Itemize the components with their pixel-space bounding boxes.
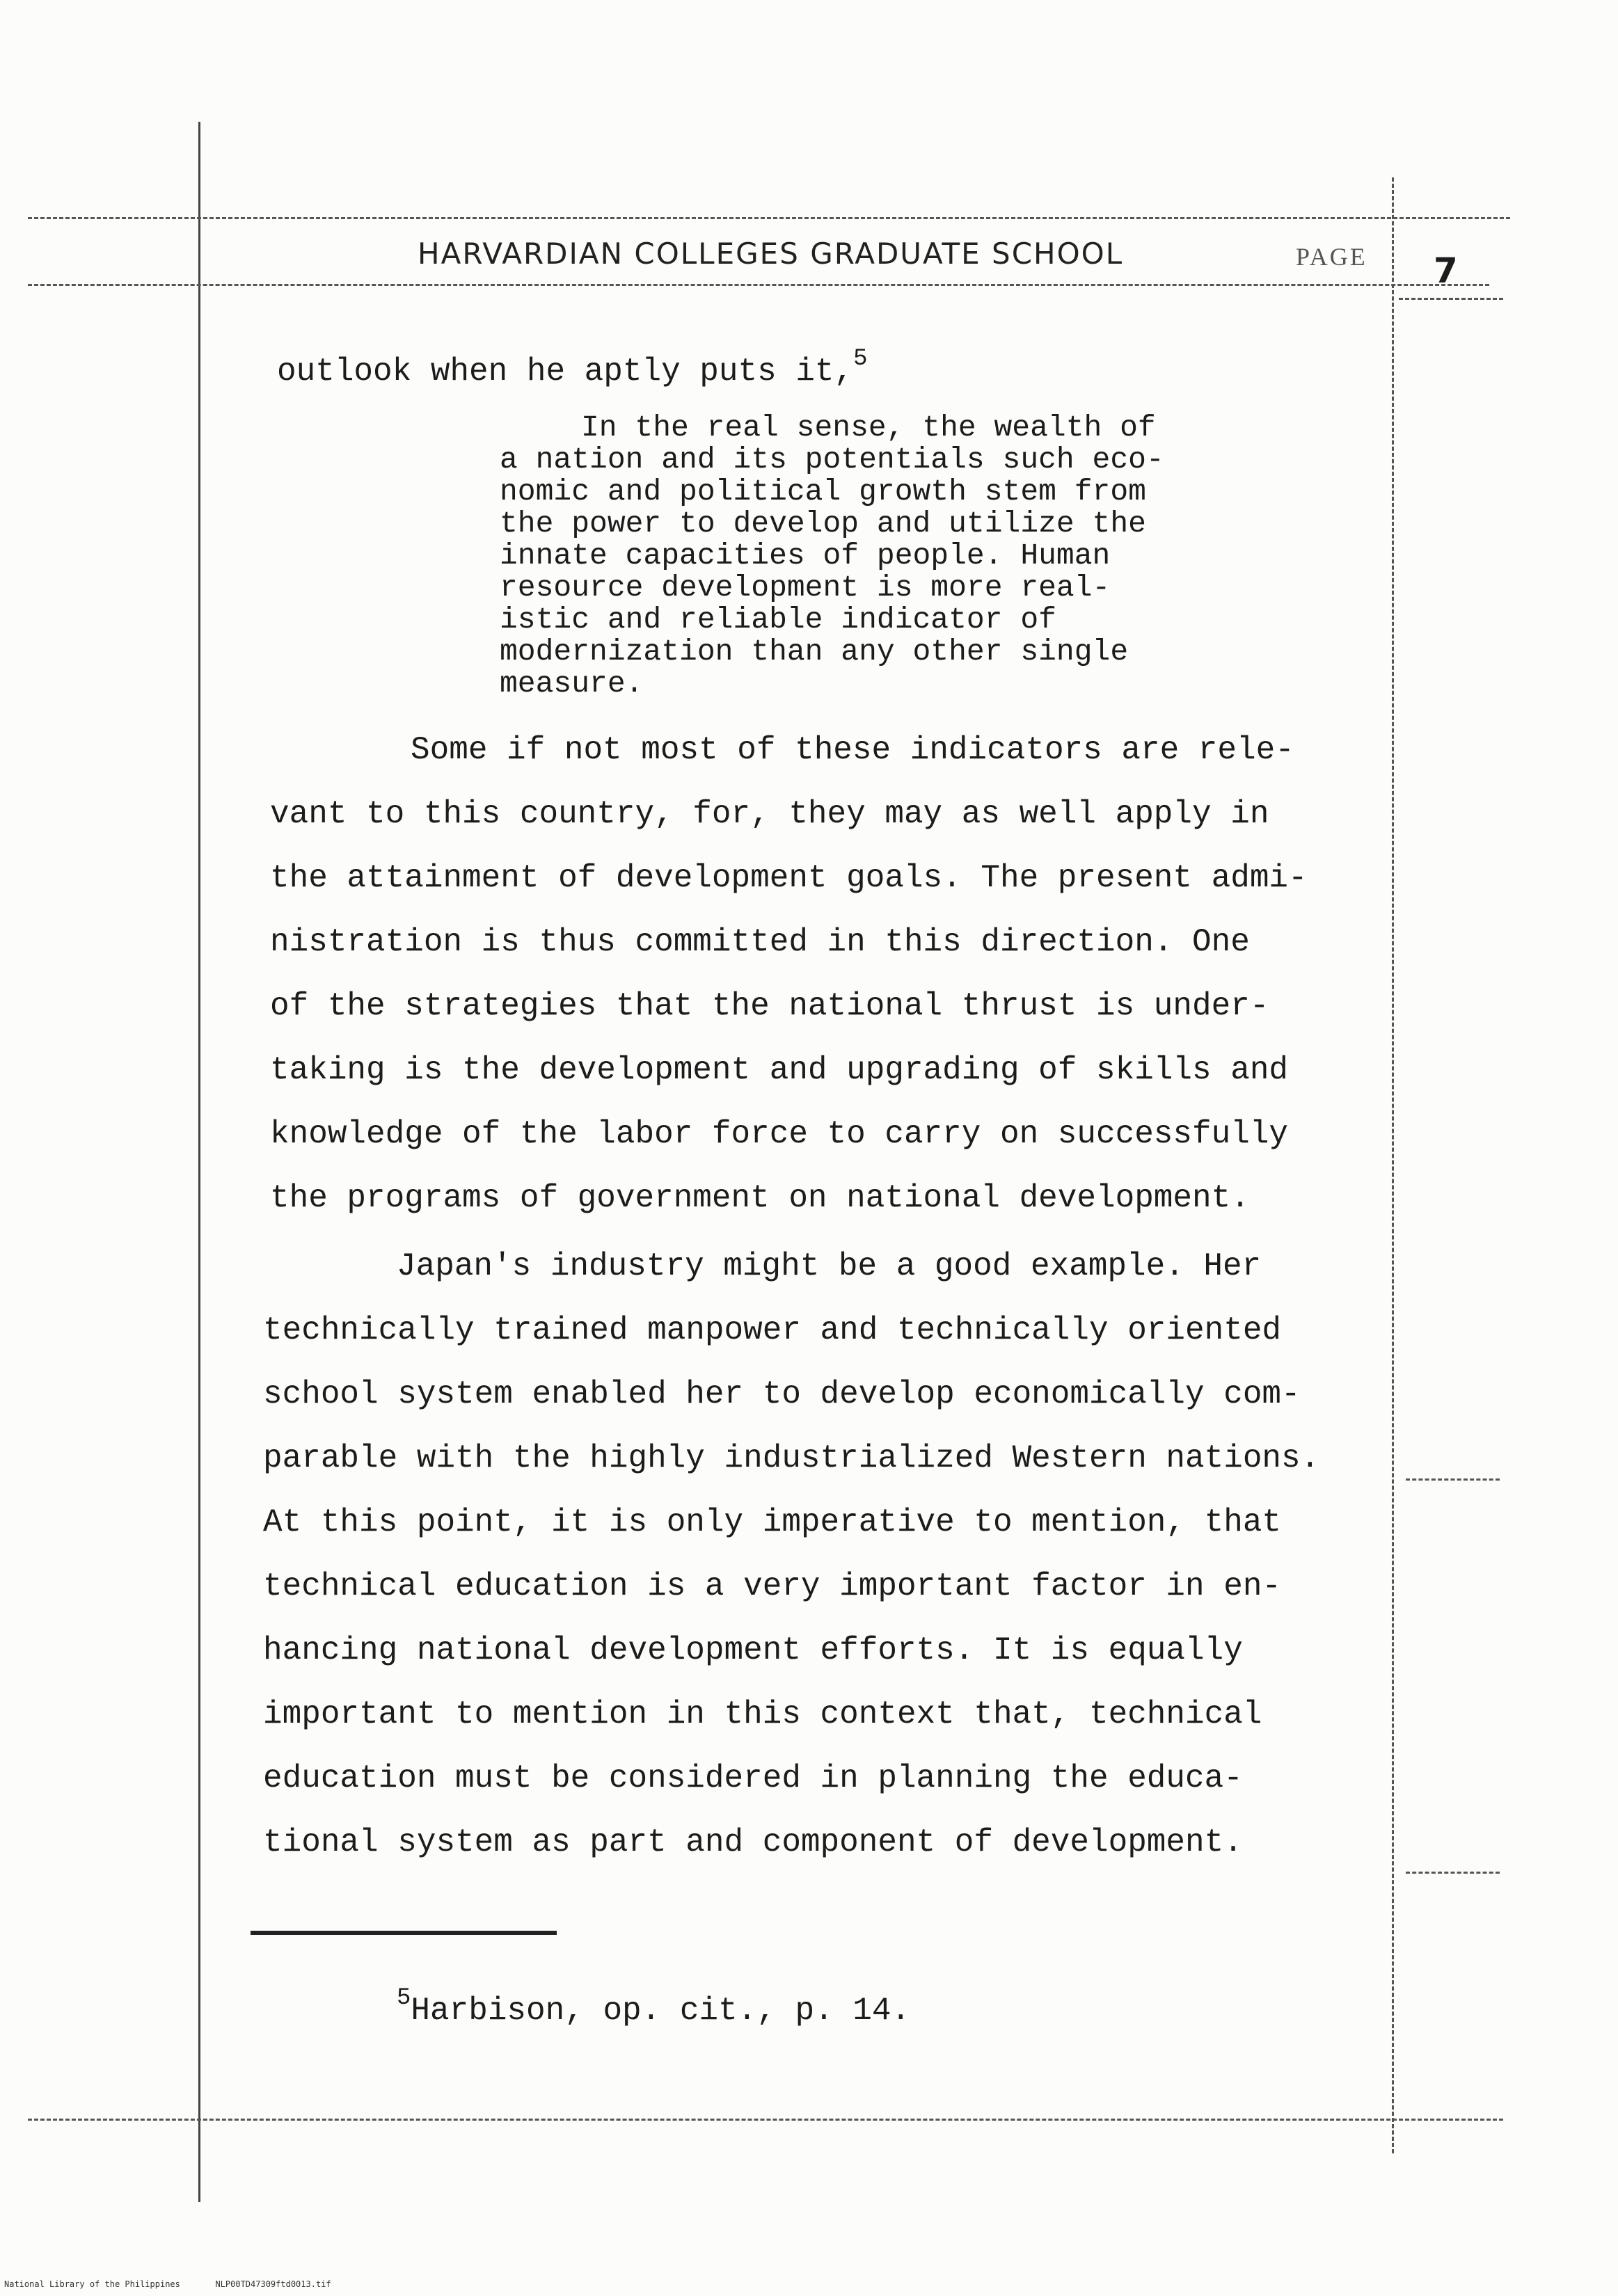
left-margin-rule [198,122,200,2202]
page-box-bottom-rule [1399,298,1503,300]
page-number: 7 [1434,250,1458,291]
text-line: technically trained manpower and technically oriented [263,1312,1282,1348]
text-line: hancing national development efforts. It is equally [263,1632,1243,1668]
quote-line: the power to develop and utilize the [500,507,1146,541]
library-name: National Library of the Philippines [4,2279,180,2289]
text-line: technical education is a very important factor in en- [263,1568,1282,1604]
text-line: vant to this country, for, they may as well apply in [270,796,1269,832]
text-line: school system enabled her to develop economically com- [263,1376,1301,1412]
footnote-ref: 5 [853,346,868,372]
school-name: HARVARDIAN COLLEGES GRADUATE SCHOOL [418,237,1124,271]
text-line: Japan's industry might be a good example. Her [397,1248,1262,1284]
text-line: tional system as part and component of development. [263,1824,1243,1860]
quote-line: a nation and its potentials such eco- [500,443,1164,477]
text-line: taking is the development and upgrading of skills and [270,1052,1289,1088]
quote-line: istic and reliable indicator of [500,603,1056,637]
intro-line [277,338,868,392]
quote-line: measure. [500,667,644,701]
scan-footer [4,2279,331,2289]
intro-text: outlook when he aptly puts it, [277,353,854,390]
footnote-text: Harbison, op. cit., p. 14. [411,1993,911,2029]
text-line: At this point, it is only imperative to mention, that [263,1504,1282,1540]
text-line: the programs of government on national development. [270,1180,1250,1216]
text-line: of the strategies that the national thrust is under- [270,988,1269,1024]
header-bottom-rule [28,284,1489,286]
quote-line: modernization than any other single [500,635,1129,669]
text-line: parable with the highly industrialized Western nations. [263,1440,1320,1476]
footnote-marker: 5 [397,1985,411,2011]
bottom-rule [28,2119,1503,2121]
text-line: knowledge of the labor force to carry on successfully [270,1116,1289,1152]
text-line: education must be considered in planning the educa- [263,1760,1243,1796]
text-line: important to mention in this context that, technical [263,1696,1262,1732]
side-tick-rule-2 [1406,1872,1500,1874]
side-tick-rule [1406,1478,1500,1481]
right-margin-rule [1392,177,1394,2153]
quote-line: In the real sense, the wealth of [581,410,1156,445]
text-line: nistration is thus committed in this direction. One [270,924,1250,960]
text-line: Some if not most of these indicators are rele- [411,732,1294,768]
text-line: the attainment of development goals. The present admi- [270,860,1308,896]
scan-file-name: NLP00TD47309ftd0013.tif [215,2279,331,2289]
page-label: PAGE [1296,243,1367,271]
footnote-divider [251,1931,557,1935]
header-top-rule [28,217,1510,219]
quote-line: nomic and political growth stem from [500,475,1146,509]
quote-line: innate capacities of people. Human [500,539,1111,573]
quote-line: resource development is more real- [500,571,1111,605]
footnote [397,1977,910,2032]
